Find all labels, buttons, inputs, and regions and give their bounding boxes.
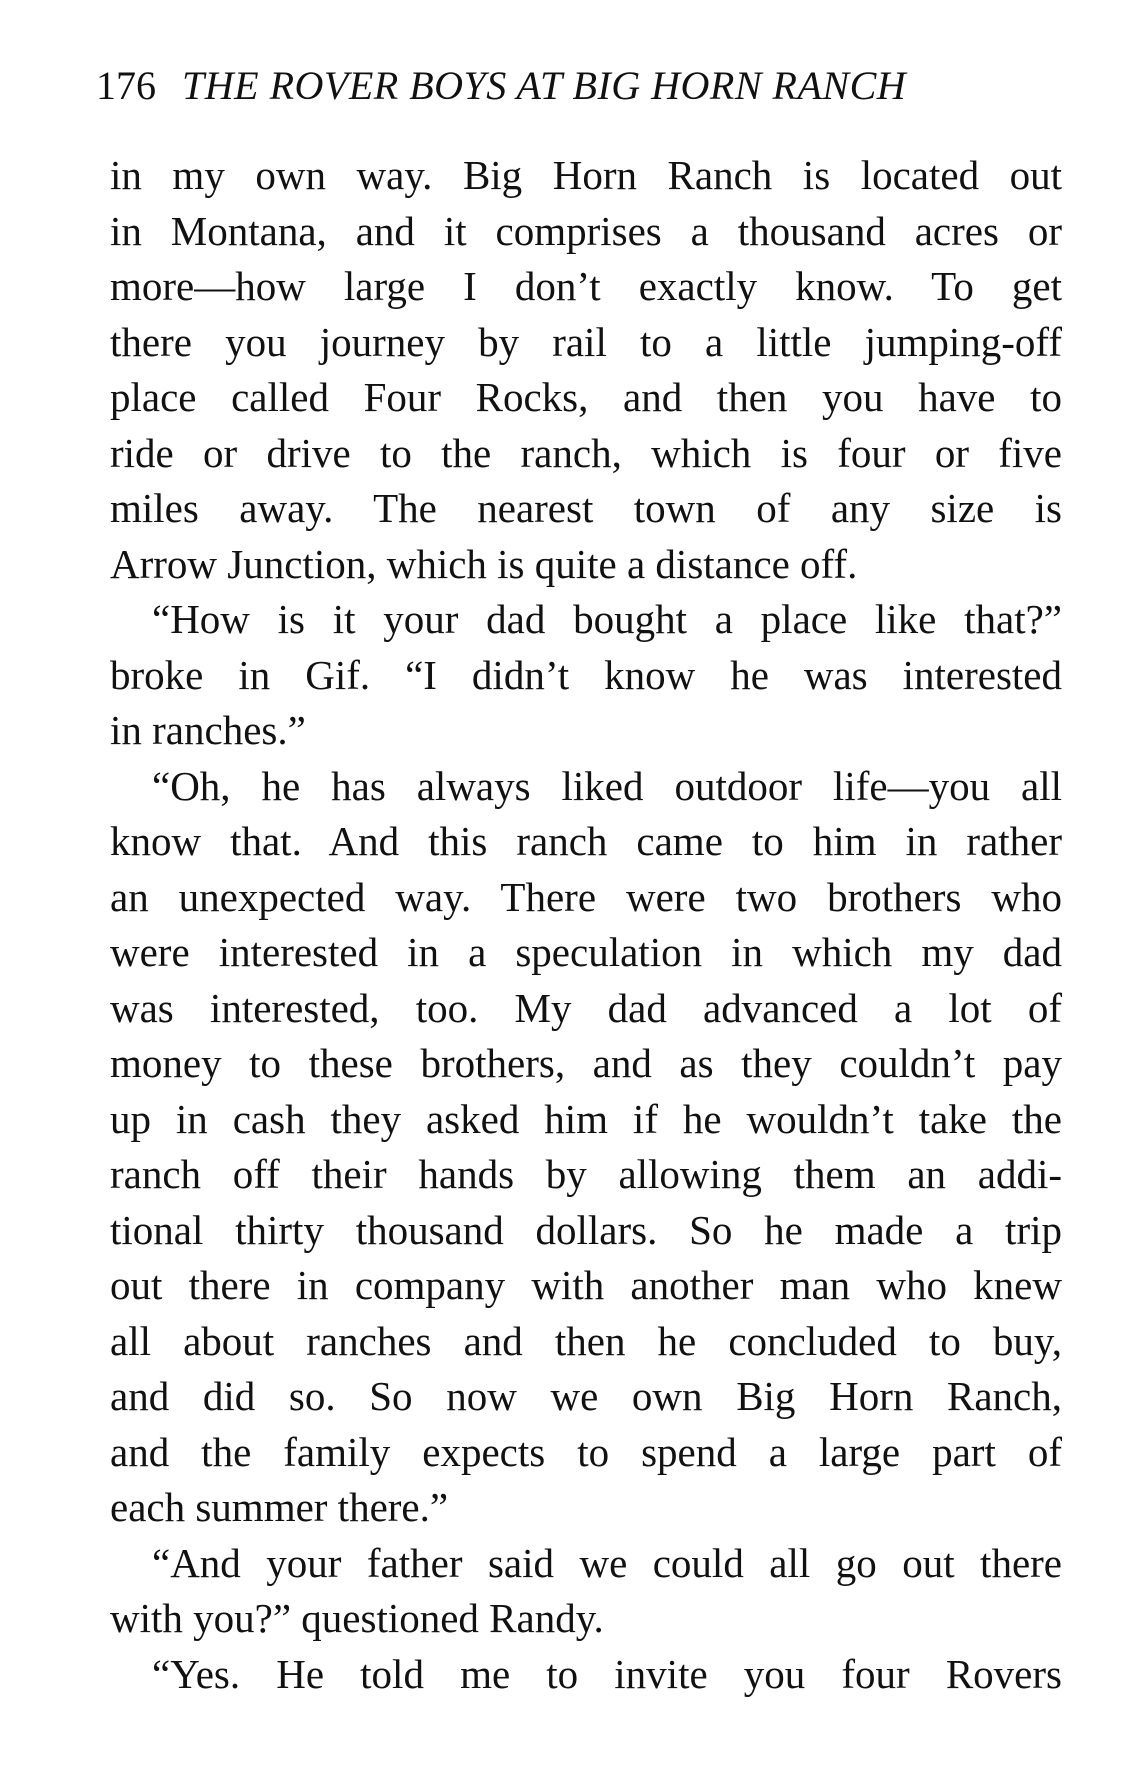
text-line: ranch off their hands by allowing them an addi- <box>110 1151 1062 1197</box>
running-head <box>96 56 1036 116</box>
text-line: an unexpected way. There were two brothers who <box>110 873 1062 920</box>
text-line: “Yes. He told me to invite you four Rovers <box>152 1650 1062 1697</box>
text-line: in ranches.” <box>110 707 306 753</box>
text-line: know that. And this ranch came to him in rather <box>110 818 1062 864</box>
text-line: ride or drive to the ranch, which is four or five <box>110 429 1062 476</box>
text-line: “And your father said we could all go out there <box>152 1539 1062 1586</box>
text-line: each summer there.” <box>110 1484 449 1530</box>
text-line: “How is it your dad bought a place like that?” <box>152 596 1062 642</box>
text-line: money to these brothers, and as they couldn’t pay <box>110 1040 1062 1086</box>
text-line: tional thirty thousand dollars. So he made a trip <box>110 1206 1062 1253</box>
body-text <box>110 148 1062 1702</box>
text-line: in my own way. Big Horn Ranch is located out <box>110 152 1062 198</box>
text-line: miles away. The nearest town of any size is <box>110 485 1062 531</box>
page-number: 176 <box>96 63 156 108</box>
text-line: and the family expects to spend a large part of <box>110 1428 1062 1475</box>
text-line: out there in company with another man who knew <box>110 1262 1062 1308</box>
text-line: was interested, too. My dad advanced a lot of <box>110 984 1062 1031</box>
text-line: place called Four Rocks, and then you have to <box>110 374 1062 420</box>
text-line: there you journey by rail to a little jumping-off <box>110 318 1062 365</box>
text-line: more—how large I don’t exactly know. To get <box>110 263 1062 309</box>
text-line: broke in Gif. “I didn’t know he was interested <box>110 651 1062 698</box>
text-line: up in cash they asked him if he wouldn’t take the <box>110 1095 1062 1142</box>
book-title: THE ROVER BOYS AT BIG HORN RANCH <box>182 63 907 108</box>
text-line: in Montana, and it comprises a thousand acres or <box>110 207 1062 254</box>
text-line: and did so. So now we own Big Horn Ranch, <box>110 1373 1062 1419</box>
text-line: with you?” questioned Randy. <box>110 1595 604 1641</box>
text-line: “Oh, he has always liked outdoor life—you all <box>152 762 1062 809</box>
text-line: were interested in a speculation in which my dad <box>110 929 1062 975</box>
text-line: all about ranches and then he concluded to buy, <box>110 1317 1062 1364</box>
text-line: Arrow Junction, which is quite a distance off. <box>110 540 858 587</box>
